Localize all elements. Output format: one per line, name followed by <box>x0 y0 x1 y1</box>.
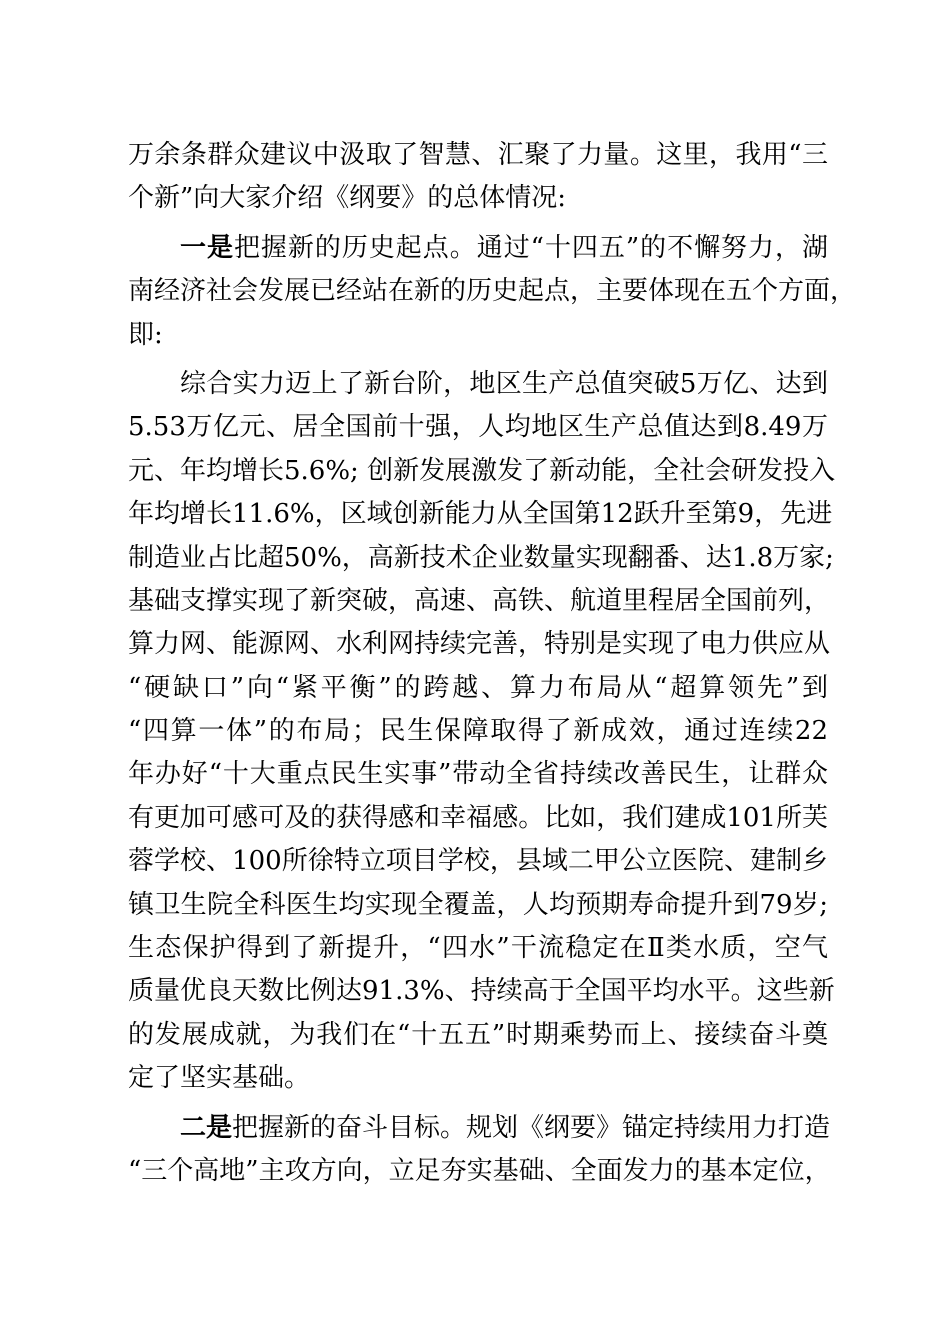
paragraph-line: 镇卫生院全科医生均实现全覆盖，人均预期寿命提升到79岁; <box>128 889 828 920</box>
paragraph-line: 基础支撑实现了新突破，高速、高铁、航道里程居全国前列， <box>128 585 831 616</box>
paragraph-line: 万余条群众建议中汲取了智慧、汇聚了力量。这里，我用“三 <box>128 140 828 170</box>
paragraph-line: 即: <box>128 319 163 350</box>
paragraph-line: 有更加可感可及的获得感和幸福感。比如，我们建成101所芙 <box>128 802 828 833</box>
paragraph-line: 生态保护得到了新提升，“四水”干流稳定在Ⅱ类水质，空气 <box>128 933 828 964</box>
paragraph-line: 南经济社会发展已经站在新的历史起点，主要体现在五个方面， <box>128 276 857 307</box>
body-text <box>128 134 857 1193</box>
paragraph-line: 蓉学校、100所徐特立项目学校，县域二甲公立医院、建制乡 <box>128 846 828 877</box>
paragraph-line: 质量优良天数比例达91.3%、持续高于全国平均水平。这些新 <box>128 976 835 1007</box>
paragraph-line: 元、年均增长5.6%; 创新发展激发了新动能，全社会研发投入 <box>128 455 836 486</box>
paragraph-line: 个新”向大家介绍《纲要》的总体情况: <box>128 183 567 214</box>
paragraph-line: 5.53万亿元、居全国前十强，人均地区生产总值达到8.49万 <box>128 412 828 443</box>
paragraph-line: 年均增长11.6%，区域创新能力从全国第12跃升至第9，先进 <box>128 499 833 530</box>
paragraph-line: 算力网、能源网、水利网持续完善，特别是实现了电力供应从 <box>128 629 831 660</box>
paragraph-line <box>128 227 828 270</box>
point-one-text: 把握新的历史起点。通过“十四五”的不懈努力，湖 <box>233 232 828 263</box>
paragraph-line: 制造业占比超50%，高新技术企业数量实现翻番、达1.8万家; <box>128 542 834 573</box>
point-one-lead: 一是 <box>180 232 234 263</box>
paragraph-line: “三个高地”主攻方向，立足夯实基础、全面发力的基本定位， <box>128 1155 831 1186</box>
paragraph-line: 的发展成就，为我们在“十五五”时期乘势而上、接续奋斗奠 <box>128 1019 828 1050</box>
paragraph-line: “硬缺口”向“紧平衡”的跨越、算力布局从“超算领先”到 <box>128 672 828 703</box>
point-two-lead: 二是 <box>180 1112 233 1143</box>
paragraph-line: “四算一体”的布局；民生保障取得了新成效，通过连续22 <box>128 716 828 747</box>
point-two-text: 把握新的奋斗目标。规划《纲要》锚定持续用力打造 <box>232 1112 831 1143</box>
paragraph-line: 年办好“十大重点民生实事”带动全省持续改善民生，让群众 <box>128 759 828 790</box>
paragraph-line <box>128 1107 831 1150</box>
paragraph-line: 综合实力迈上了新台阶，地区生产总值突破5万亿、达到 <box>180 368 828 399</box>
paragraph-line: 定了坚实基础。 <box>128 1063 311 1094</box>
